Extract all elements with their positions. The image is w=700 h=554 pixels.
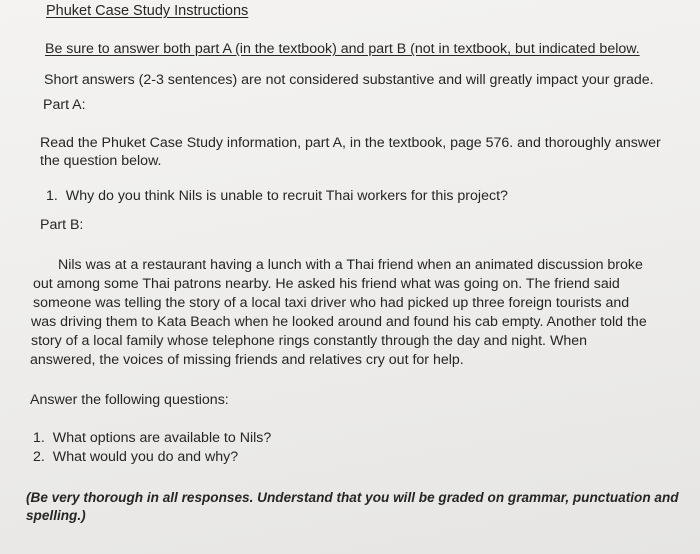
part-b-question: [33, 448, 238, 466]
story-line: story of a local family whose telephone rings constantly through the day and night. When: [31, 333, 588, 349]
question-number: 2.: [33, 449, 45, 465]
closing-note-line: (Be very thorough in all responses. Understand that you will be graded on grammar, punctuation and: [26, 490, 679, 505]
part-a-intro-line: the question below.: [40, 153, 162, 169]
story-line: was driving them to Kata Beach when he looked around and found his cab empty. Another told the: [31, 314, 647, 330]
part-a-intro-line: Read the Phuket Case Study information, part A, in the textbook, page 576. and thoroughly answer: [40, 135, 661, 151]
question-number: 1.: [46, 188, 58, 204]
closing-note-line: spelling.): [26, 508, 86, 523]
part-b-question: [33, 429, 271, 447]
answer-prompt: Answer the following questions:: [30, 392, 229, 408]
story-line: Nils was at a restaurant having a lunch with a Thai friend when an animated discussion broke: [58, 257, 643, 273]
story-line: answered, the voices of missing friends and relatives cry out for help.: [30, 352, 464, 368]
question-number: 1.: [33, 430, 45, 446]
question-text: What would you do and why?: [52, 449, 239, 465]
question-text: Why do you think Nils is unable to recruit Thai workers for this project?: [65, 188, 508, 204]
short-answer-note: Short answers (2-3 sentences) are not considered substantive and will greatly impact your grade.: [44, 72, 654, 88]
question-text: What options are available to Nils?: [52, 430, 272, 446]
story-line: out among some Thai patrons nearby. He asked his friend what was going on. The friend said: [33, 276, 620, 292]
document-title: Phuket Case Study Instructions: [46, 3, 249, 19]
part-b-heading: Part B:: [40, 217, 84, 233]
part-a-question: [46, 187, 508, 205]
part-a-heading: Part A:: [43, 97, 86, 113]
story-line: someone was telling the story of a local taxi driver who had picked up three foreign tourists and: [33, 295, 630, 311]
instruction-line: Be sure to answer both part A (in the textbook) and part B (not in textbook, but indicated below.: [45, 41, 640, 57]
